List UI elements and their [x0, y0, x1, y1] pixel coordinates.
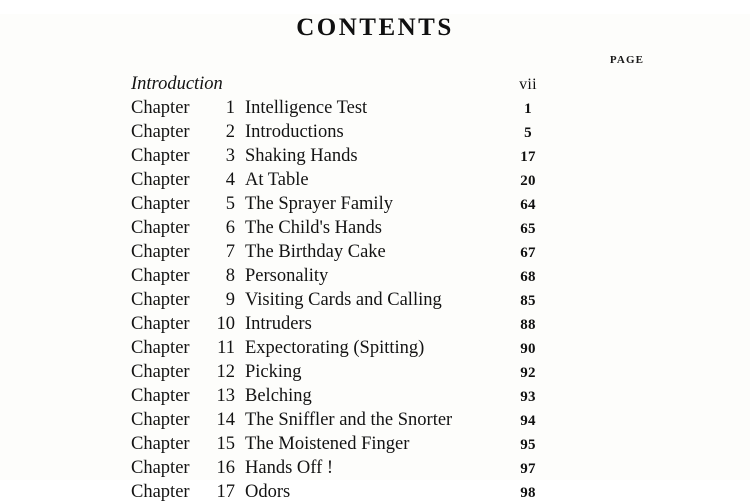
toc-chapter-word: Chapter [131, 410, 190, 430]
toc-entry-label [0, 240, 463, 264]
toc-entry-page: 1 [524, 101, 532, 117]
toc-chapter-number: 16 [216, 458, 235, 478]
toc-entry-label [0, 336, 463, 360]
toc-chapter-word: Chapter [131, 290, 190, 310]
toc-entry-14 [0, 408, 750, 432]
toc-chapter-word: Chapter [131, 482, 190, 502]
toc-entry-label [0, 360, 463, 384]
toc-entry-17 [0, 480, 750, 504]
toc-chapter-number: 3 [225, 146, 235, 166]
document-page [0, 14, 750, 502]
toc-entry-title: Introduction [131, 74, 223, 94]
toc-entry-7 [0, 240, 750, 264]
toc-entry-3 [0, 144, 750, 168]
toc-entry-9 [0, 288, 750, 312]
toc-entry-title: Hands Off ! [245, 458, 334, 478]
toc-chapter-number: 17 [216, 482, 235, 502]
table-of-contents [0, 72, 750, 504]
toc-entry-page: 65 [520, 221, 536, 237]
toc-chapter-word: Chapter [131, 218, 190, 238]
toc-chapter-number: 6 [225, 218, 235, 238]
toc-entry-title: Belching [245, 386, 312, 406]
toc-chapter-number: 12 [216, 362, 235, 382]
toc-chapter-word: Chapter [131, 122, 190, 142]
toc-entry-12 [0, 360, 750, 384]
toc-chapter-word: Chapter [131, 146, 190, 166]
toc-chapter-number: 5 [225, 194, 235, 214]
toc-entry-title: Personality [245, 266, 329, 286]
toc-entry-label [0, 288, 463, 312]
toc-entry-page: 20 [520, 173, 536, 189]
toc-entry-label [0, 168, 463, 192]
page-title: CONTENTS [296, 14, 454, 41]
toc-entry-page: 17 [520, 149, 536, 165]
toc-entry-page: 88 [520, 317, 536, 333]
toc-entry-2 [0, 120, 750, 144]
toc-entry-label [0, 384, 463, 408]
toc-entry-title: At Table [245, 170, 309, 190]
toc-entry-page: 64 [520, 197, 536, 213]
toc-chapter-number: 9 [225, 290, 235, 310]
toc-entry-16 [0, 456, 750, 480]
toc-chapter-number: 8 [225, 266, 235, 286]
toc-entry-label [0, 72, 463, 96]
toc-entry-page: 85 [520, 293, 536, 309]
toc-entry-title: The Sprayer Family [245, 194, 393, 214]
toc-chapter-number: 7 [225, 242, 235, 262]
toc-entry-title: Intelligence Test [245, 98, 368, 118]
toc-entry-title: The Child's Hands [245, 218, 382, 238]
toc-entry-8 [0, 264, 750, 288]
toc-entry-title: Intruders [245, 314, 312, 334]
toc-entry-page: 94 [520, 413, 536, 429]
toc-entry-label [0, 456, 463, 480]
toc-chapter-word: Chapter [131, 338, 190, 358]
toc-chapter-number: 2 [225, 122, 235, 142]
toc-entry-title: The Sniffler and the Snorter [245, 410, 453, 430]
toc-chapter-word: Chapter [131, 314, 190, 334]
toc-chapter-word: Chapter [131, 266, 190, 286]
toc-entry-10 [0, 312, 750, 336]
toc-entry-4 [0, 168, 750, 192]
toc-entry-5 [0, 192, 750, 216]
toc-entry-page: 97 [520, 461, 536, 477]
toc-entry-label [0, 312, 463, 336]
toc-entry-page: 68 [520, 269, 536, 285]
toc-entry-title: Expectorating (Spitting) [245, 338, 425, 358]
toc-chapter-word: Chapter [131, 458, 190, 478]
toc-entry-1 [0, 96, 750, 120]
toc-chapter-number: 11 [217, 338, 235, 358]
toc-entry-label [0, 192, 463, 216]
toc-entry-13 [0, 384, 750, 408]
toc-entry-15 [0, 432, 750, 456]
toc-entry-page: 67 [520, 245, 536, 261]
toc-chapter-word: Chapter [131, 194, 190, 214]
toc-entry-11 [0, 336, 750, 360]
toc-entry-title: Shaking Hands [245, 146, 358, 166]
toc-entry-title: Picking [245, 362, 302, 382]
toc-chapter-number: 15 [216, 434, 235, 454]
toc-chapter-word: Chapter [131, 362, 190, 382]
toc-entry-page: 93 [520, 389, 536, 405]
toc-entry-label [0, 480, 463, 504]
toc-entry-page: 95 [520, 437, 536, 453]
toc-entry-6 [0, 216, 750, 240]
toc-entry-label [0, 264, 463, 288]
toc-chapter-word: Chapter [131, 170, 190, 190]
toc-entry-title: The Moistened Finger [245, 434, 410, 454]
toc-entry-page: 98 [520, 485, 536, 501]
toc-chapter-number: 14 [216, 410, 235, 430]
toc-entry-label [0, 432, 463, 456]
toc-entry-title: Odors [245, 482, 291, 502]
toc-entry-label [0, 120, 463, 144]
toc-entry-title: Introductions [245, 122, 344, 142]
toc-entry-label [0, 144, 463, 168]
toc-entry-label [0, 96, 463, 120]
toc-entry-title: Visiting Cards and Calling [245, 290, 442, 310]
toc-entry-label [0, 216, 463, 240]
toc-chapter-word: Chapter [131, 434, 190, 454]
toc-entry-page: 5 [524, 125, 532, 141]
toc-entry-title: The Birthday Cake [245, 242, 386, 262]
toc-chapter-number: 4 [225, 170, 235, 190]
toc-entry-page: 92 [520, 365, 536, 381]
toc-chapter-word: Chapter [131, 242, 190, 262]
toc-entry-page: vii [519, 76, 537, 93]
toc-chapter-number: 13 [216, 386, 235, 406]
page-column-header: PAGE [609, 54, 645, 66]
toc-chapter-word: Chapter [131, 386, 190, 406]
toc-entry-label [0, 408, 463, 432]
toc-entry-introduction [0, 72, 750, 96]
toc-chapter-number: 10 [216, 314, 235, 334]
toc-chapter-number: 1 [225, 98, 235, 118]
toc-entry-page: 90 [520, 341, 536, 357]
toc-chapter-word: Chapter [131, 98, 190, 118]
